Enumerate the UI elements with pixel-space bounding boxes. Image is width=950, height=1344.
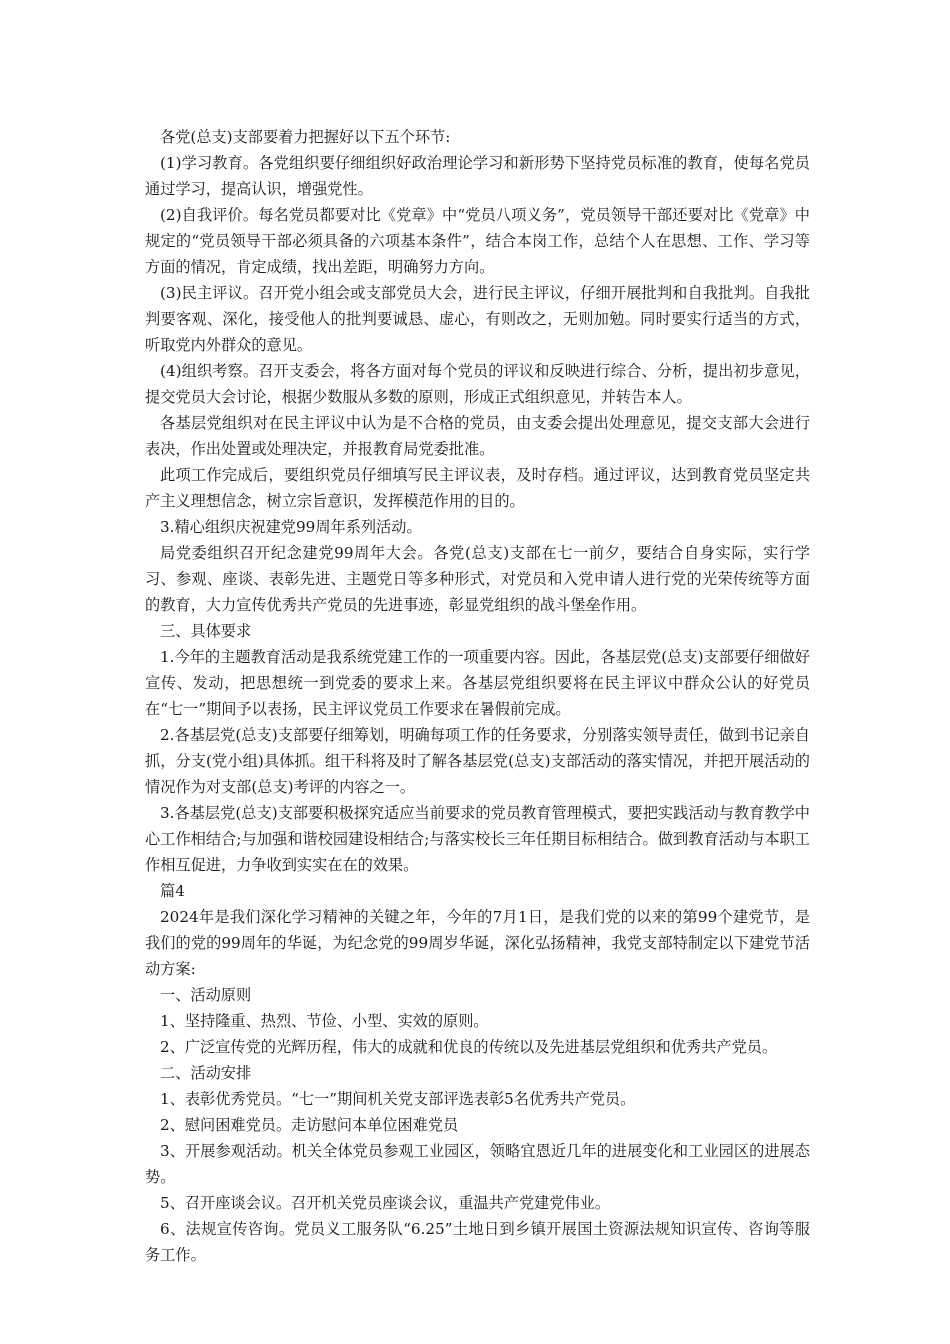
section-heading: 一、活动原则 — [160, 986, 252, 1004]
paragraph: 2024年是我们深化学习精神的关键之年，今年的7月1日，是我们党的以来的第99个建党节，是我们的党的99周年的华诞，为纪念党的99周岁华诞，深化弘扬精神，我党支部特制定以下建党节活动方案: — [145, 908, 810, 978]
paragraph: 1、坚持隆重、热烈、节俭、小型、实效的原则。 — [160, 1012, 489, 1030]
paragraph: (1)学习教育。各党组织要仔细组织好政治理论学习和新形势下坚持党员标准的教育，使每名党员通过学习，提高认识，增强党性。 — [145, 154, 810, 198]
section-heading: 三、具体要求 — [160, 622, 252, 640]
section-heading: 二、活动安排 — [160, 1064, 252, 1082]
paragraph: 1.今年的主题教育活动是我系统党建工作的一项重要内容。因此，各基层党(总支)支部要仔细做好宣传、发动，把思想统一到党委的要求上来。各基层党组织要将在民主评议中群众公认的好党员在“七一”期间予以表扬，民主评议党员工作要求在暑假前完成。 — [145, 648, 810, 718]
paragraph: 3、开展参观活动。机关全体党员参观工业园区，领略宜恩近几年的进展变化和工业园区的进展态势。 — [145, 1142, 810, 1186]
paragraph: 2、广泛宣传党的光辉历程，伟大的成就和优良的传统以及先进基层党组织和优秀共产党员。 — [160, 1038, 778, 1056]
paragraph: 3.精心组织庆祝建党99周年系列活动。 — [160, 518, 422, 536]
paragraph: 此项工作完成后，要组织党员仔细填写民主评议表，及时存档。通过评议，达到教育党员坚定共产主义理想信念，树立宗旨意识，发挥模范作用的目的。 — [145, 466, 810, 510]
paragraph: 各党(总支)支部要着力把握好以下五个环节: — [160, 128, 451, 146]
paragraph: 6、法规宣传咨询。党员义工服务队“6.25”土地日到乡镇开展国土资源法规知识宣传、咨询等服务工作。 — [145, 1220, 810, 1264]
paragraph: (2)自我评价。每名党员都要对比《党章》中“党员八项义务”，党员领导干部还要对比《党章》中规定的“党员领导干部必须具备的六项基本条件”，结合本岗工作，总结个人在思想、工作、学习等方面的情况，肯定成绩，找出差距，明确努力方向。 — [145, 206, 810, 276]
paragraph: 局党委组织召开纪念建党99周年大会。各党(总支)支部在七一前夕，要结合自身实际，实行学习、参观、座谈、表彰先进、主题党日等多种形式，对党员和入党申请人进行党的光荣传统等方面的教育，大力宣传优秀共产党员的先进事迹，彰显党组织的战斗堡垒作用。 — [145, 544, 810, 614]
paragraph: 各基层党组织对在民主评议中认为是不合格的党员，由支委会提出处理意见，提交支部大会进行表决，作出处置或处理决定，并报教育局党委批准。 — [145, 414, 810, 458]
paragraph: 3.各基层党(总支)支部要积极探究适应当前要求的党员教育管理模式，要把实践活动与教育教学中心工作相结合;与加强和谐校园建设相结合;与落实校长三年任期目标相结合。做到教育活动与本职工作相互促进，力争收到实实在在的效果。 — [145, 804, 810, 874]
paragraph: 2.各基层党(总支)支部要仔细筹划，明确每项工作的任务要求，分别落实领导责任，做到书记亲自抓，分支(党小组)具体抓。组干科将及时了解各基层党(总支)支部活动的落实情况，并把开展活动的情况作为对支部(总支)考评的内容之一。 — [145, 726, 810, 796]
paragraph: 5、召开座谈会议。召开机关党员座谈会议，重温共产党建党伟业。 — [160, 1194, 611, 1212]
paragraph: 1、表彰优秀党员。“七一”期间机关党支部评选表彰5名优秀共产党员。 — [160, 1090, 636, 1108]
document-body — [145, 124, 810, 1268]
paragraph: (3)民主评议。召开党小组会或支部党员大会，进行民主评议，仔细开展批判和自我批判。自我批判要客观、深化，接受他人的批判要诚恳、虚心，有则改之，无则加勉。同时要实行适当的方式，听取党内外群众的意见。 — [145, 284, 810, 354]
paragraph: 2、慰问困难党员。走访慰问本单位困难党员 — [160, 1116, 459, 1134]
section-heading: 篇4 — [160, 882, 185, 900]
paragraph: (4)组织考察。召开支委会，将各方面对每个党员的评议和反映进行综合、分析，提出初步意见，提交党员大会讨论，根据少数服从多数的原则，形成正式组织意见，并转告本人。 — [145, 362, 810, 406]
